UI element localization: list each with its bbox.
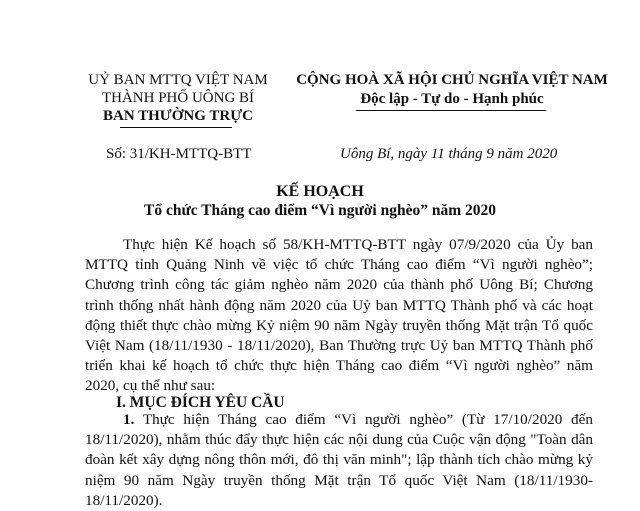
document-date: Uông Bí, ngày 11 tháng 9 năm 2020 <box>340 146 558 162</box>
item-line: niệm 90 năm Ngày truyền thống Mặt trận Tổ quốc Việt Nam (18/11/1930- <box>85 471 593 489</box>
intro-line: trình thống nhất hành động năm 2020 của Uỷ ban MTTQ Thành phố và các hoạt <box>85 296 593 314</box>
item-line: 18/11/2020), nhằm thúc đẩy thực hiện các nội dung của Cuộc vận động "Toàn dân <box>85 431 593 449</box>
item-number: 1. <box>123 411 135 428</box>
intro-line: động thiết thực chào mừng Kỷ niệm 90 năm Ngày truyền thống Mặt trận Tổ quốc <box>85 316 593 334</box>
header-right-motto: Độc lập - Tự do - Hạnh phúc <box>360 91 544 107</box>
item-line: đoàn kết xây dựng nông thôn mới, đô thị văn minh"; lập thành tích chào mừng kỷ <box>85 451 593 469</box>
intro-line: Việt Nam (18/11/1930 - 18/11/2020), Ban Thường trực Uỷ ban MTTQ Thành phố <box>85 336 593 354</box>
document-number: Số: 31/KH-MTTQ-BTT <box>106 146 252 162</box>
document-title: KẾ HOẠCH <box>276 183 364 200</box>
item-line: 18/11/2020). <box>85 491 163 509</box>
header-right-line1: CỘNG HOÀ XÃ HỘI CHỦ NGHĨA VIỆT NAM <box>296 72 608 88</box>
intro-line: triển khai kế hoạch tổ chức thực hiện Tháng cao điểm “Vì người nghèo” năm <box>85 357 593 375</box>
header-right-underline <box>356 110 546 111</box>
section1-item1-paragraph <box>85 410 593 511</box>
header-left-line2: THÀNH PHỐ UÔNG BÍ <box>101 90 255 106</box>
header-left-underline <box>120 127 232 128</box>
intro-line: 2020, cụ thể như sau: <box>85 377 216 395</box>
section-heading: I. MỤC ĐÍCH YÊU CẦU <box>116 394 285 411</box>
intro-line: Chương trình công tác giảm nghèo năm 2020 của thành phố Uông Bí; Chương <box>85 276 593 294</box>
header-left-line3: BAN THƯỜNG TRỰC <box>102 108 253 124</box>
intro-line: MTTQ tỉnh Quảng Ninh về việc tổ chức Tháng cao điểm “Vì người nghèo”; <box>85 256 593 274</box>
item-text: Thực hiện Tháng cao điểm “Vì người nghèo” (Từ 17/10/2020 đến <box>142 411 593 428</box>
intro-line: Thực hiện Kế hoạch số 58/KH-MTTQ-BTT ngày 07/9/2020 của Ủy ban <box>123 236 593 253</box>
item-line <box>85 410 593 430</box>
header-left-line1: UỶ BAN MTTQ VIỆT NAM <box>88 72 268 88</box>
intro-paragraph <box>85 235 593 397</box>
document-subtitle: Tổ chức Tháng cao điểm “Vì người nghèo” năm 2020 <box>143 202 496 219</box>
